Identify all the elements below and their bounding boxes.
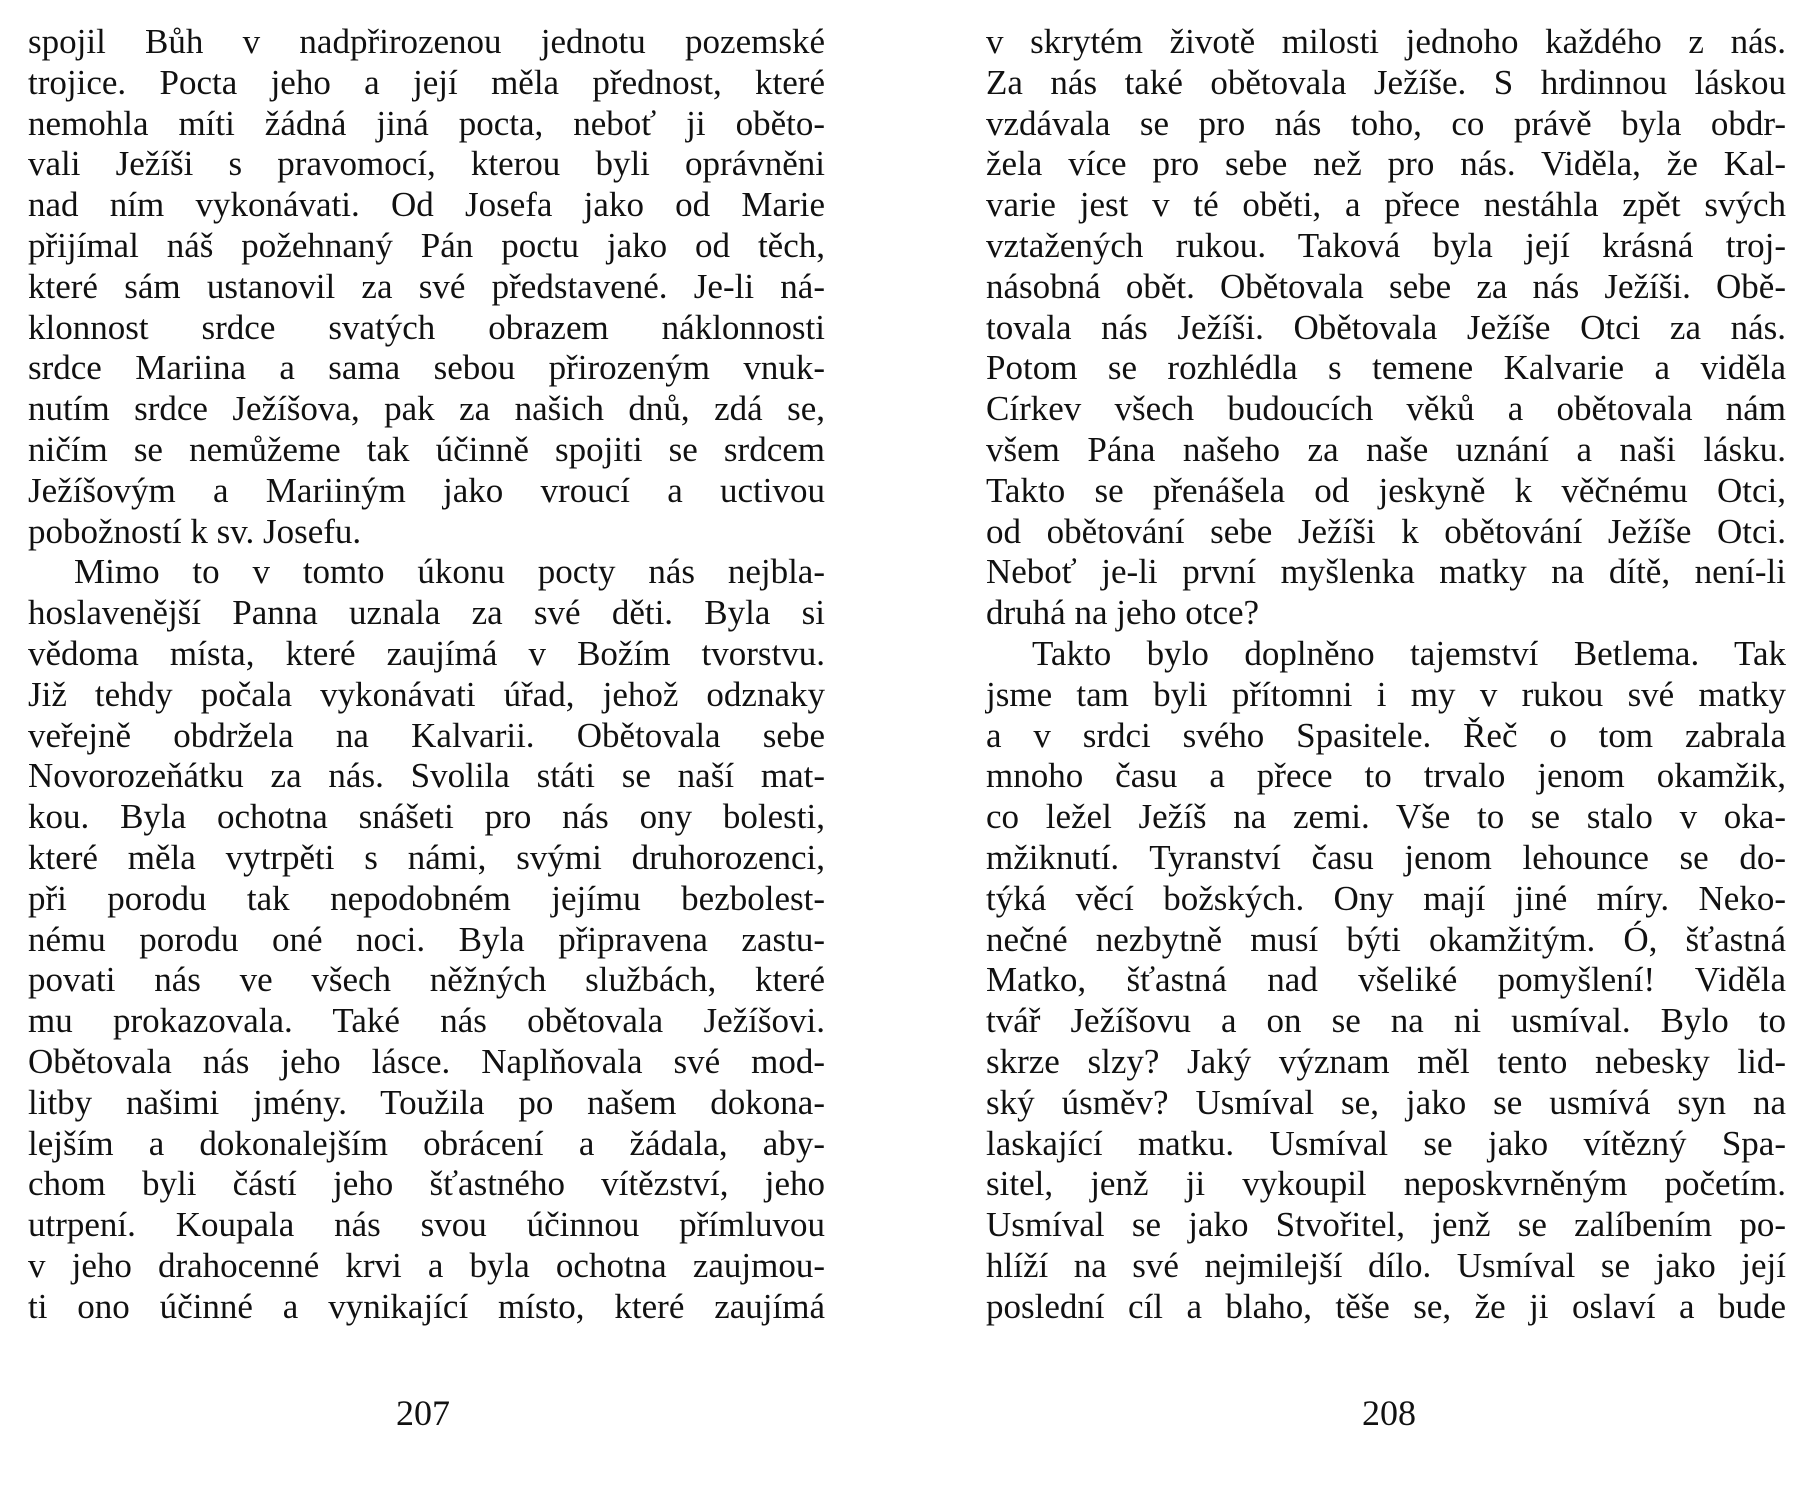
text-line: Matko, šťastná nad všeliké pomyšlení! Viděla: [986, 960, 1786, 1000]
text-line: jsme tam byli přítomni i my v rukou své matky: [986, 674, 1786, 714]
text-line: Za nás také obětovala Ježíše. S hrdinnou láskou: [986, 62, 1786, 102]
text-line: sitel, jenž ji vykoupil neposkvrněným početím.: [986, 1164, 1786, 1204]
text-line: Usmíval se jako Stvořitel, jenž se zalíbením po-: [986, 1205, 1786, 1245]
text-line: mžiknutí. Tyranství času jenom lehounce se do-: [986, 837, 1786, 877]
text-line: a v srdci svého Spasitele. Řeč o tom zabrala: [986, 715, 1786, 755]
text-line: Takto bylo doplněno tajemství Betlema. Tak: [1032, 633, 1786, 673]
text-line: pobožností k sv. Josefu.: [28, 511, 362, 551]
text-line: tovala nás Ježíši. Obětovala Ježíše Otci za nás.: [986, 307, 1786, 347]
text-line: laskající matku. Usmíval se jako vítězný Spa-: [986, 1123, 1786, 1163]
text-line: nutím srdce Ježíšova, pak za našich dnů, zdá se,: [28, 389, 825, 429]
text-line: nemohla míti žádná jiná pocta, neboť ji oběto-: [28, 103, 825, 143]
text-line: hlíží na své nejmilejší dílo. Usmíval se jako její: [986, 1245, 1786, 1285]
text-line: veřejně obdržela na Kalvarii. Obětovala sebe: [28, 715, 825, 755]
text-line: tvář Ježíšovu a on se na ni usmíval. Bylo to: [986, 1001, 1786, 1041]
text-line: v skrytém životě milosti jednoho každého z nás.: [986, 22, 1786, 61]
text-line: nad ním vykonávati. Od Josefa jako od Marie: [28, 185, 825, 225]
text-line: ničím se nemůžeme tak účinně spojiti se srdcem: [28, 429, 825, 469]
text-line: které sám ustanovil za své představené. Je-li ná-: [28, 266, 825, 306]
text-line: Mimo to v tomto úkonu pocty nás nejbla-: [74, 552, 825, 592]
text-line: litby našimi jmény. Toužila po našem dokona-: [28, 1082, 825, 1122]
text-line: druhá na jeho otce?: [986, 593, 1260, 633]
text-line: poslední cíl a blaho, těše se, že ji oslaví a bude: [986, 1286, 1786, 1326]
text-line: násobná obět. Obětovala sebe za nás Ježíši. Obě-: [986, 266, 1786, 306]
text-line: mu prokazovala. Také nás obětovala Ježíšovi.: [28, 1001, 825, 1041]
text-line: utrpení. Koupala nás svou účinnou přímluvou: [28, 1205, 825, 1245]
text-line: mnoho času a přece to trvalo jenom okamžik,: [986, 756, 1786, 796]
text-line: chom byli částí jeho šťastného vítězství, jeho: [28, 1164, 825, 1204]
page-number-left: 207: [396, 1393, 450, 1433]
text-line: Obětovala nás jeho lásce. Naplňovala své mod-: [28, 1041, 825, 1081]
text-line: ský úsměv? Usmíval se, jako se usmívá syn na: [986, 1082, 1786, 1122]
text-line: vzdávala se pro nás toho, co právě byla obdr-: [986, 103, 1786, 143]
text-line: v jeho drahocenné krvi a byla ochotna zaujmou-: [28, 1245, 825, 1285]
text-line: žela více pro sebe než pro nás. Viděla, že Kal-: [986, 144, 1786, 184]
text-line: všem Pána našeho za naše uznání a naši lásku.: [986, 429, 1786, 469]
text-line: Neboť je-li první myšlenka matky na dítě, není-li: [986, 552, 1786, 592]
text-line: vědoma místa, které zaujímá v Božím tvorstvu.: [28, 633, 825, 673]
text-line: nečné nezbytně musí býti okamžitým. Ó, šťastná: [986, 919, 1786, 959]
text-line: trojice. Pocta jeho a její měla přednost, které: [28, 62, 825, 102]
text-line: od obětování sebe Ježíši k obětování Ježíše Otci.: [986, 511, 1786, 551]
text-line: Církev všech budoucích věků a obětovala nám: [986, 389, 1786, 429]
text-line: přijímal náš požehnaný Pán poctu jako od těch,: [28, 225, 825, 265]
text-line: skrze slzy? Jaký význam měl tento nebesky lid-: [986, 1041, 1786, 1081]
text-line: hoslavenější Panna uznala za své děti. Byla si: [28, 593, 825, 633]
text-line: lejším a dokonalejším obrácení a žádala, aby-: [28, 1123, 825, 1163]
text-line: povati nás ve všech něžných službách, které: [28, 960, 825, 1000]
text-line: vztažených rukou. Taková byla její krásná troj-: [986, 225, 1786, 265]
text-line: klonnost srdce svatých obrazem náklonnosti: [28, 307, 825, 347]
text-line: spojil Bůh v nadpřirozenou jednotu pozemské: [28, 22, 825, 61]
right-page-text: [986, 22, 1786, 1328]
text-line: vali Ježíši s pravomocí, kterou byli oprávněni: [28, 144, 825, 184]
text-line: nému porodu oné noci. Byla připravena zastu-: [28, 919, 825, 959]
text-line: Potom se rozhlédla s temene Kalvarie a viděla: [986, 348, 1786, 388]
text-line: ti ono účinné a vynikající místo, které zaujímá: [28, 1286, 825, 1326]
text-line: Již tehdy počala vykonávati úřad, jehož odznaky: [28, 674, 825, 714]
text-line: varie jest v té oběti, a přece nestáhla zpět svých: [986, 185, 1786, 225]
text-line: kou. Byla ochotna snášeti pro nás ony bolesti,: [28, 797, 825, 837]
text-line: co ležel Ježíš na zemi. Vše to se stalo v oka-: [986, 797, 1786, 837]
text-line: týká věcí božských. Ony mají jiné míry. Neko-: [986, 878, 1786, 918]
text-line: které měla vytrpěti s námi, svými druhorozenci,: [28, 837, 825, 877]
text-line: srdce Mariina a sama sebou přirozeným vnuk-: [28, 348, 825, 388]
text-line: Ježíšovým a Mariiným jako vroucí a uctivou: [28, 470, 825, 510]
left-page-text: [28, 22, 825, 1328]
text-line: při porodu tak nepodobném jejímu bezbolest-: [28, 878, 825, 918]
page-number-right: 208: [1362, 1393, 1416, 1433]
text-line: Takto se přenášela od jeskyně k věčnému Otci,: [986, 470, 1786, 510]
text-line: Novorozeňátku za nás. Svolila státi se naší mat-: [28, 756, 825, 796]
